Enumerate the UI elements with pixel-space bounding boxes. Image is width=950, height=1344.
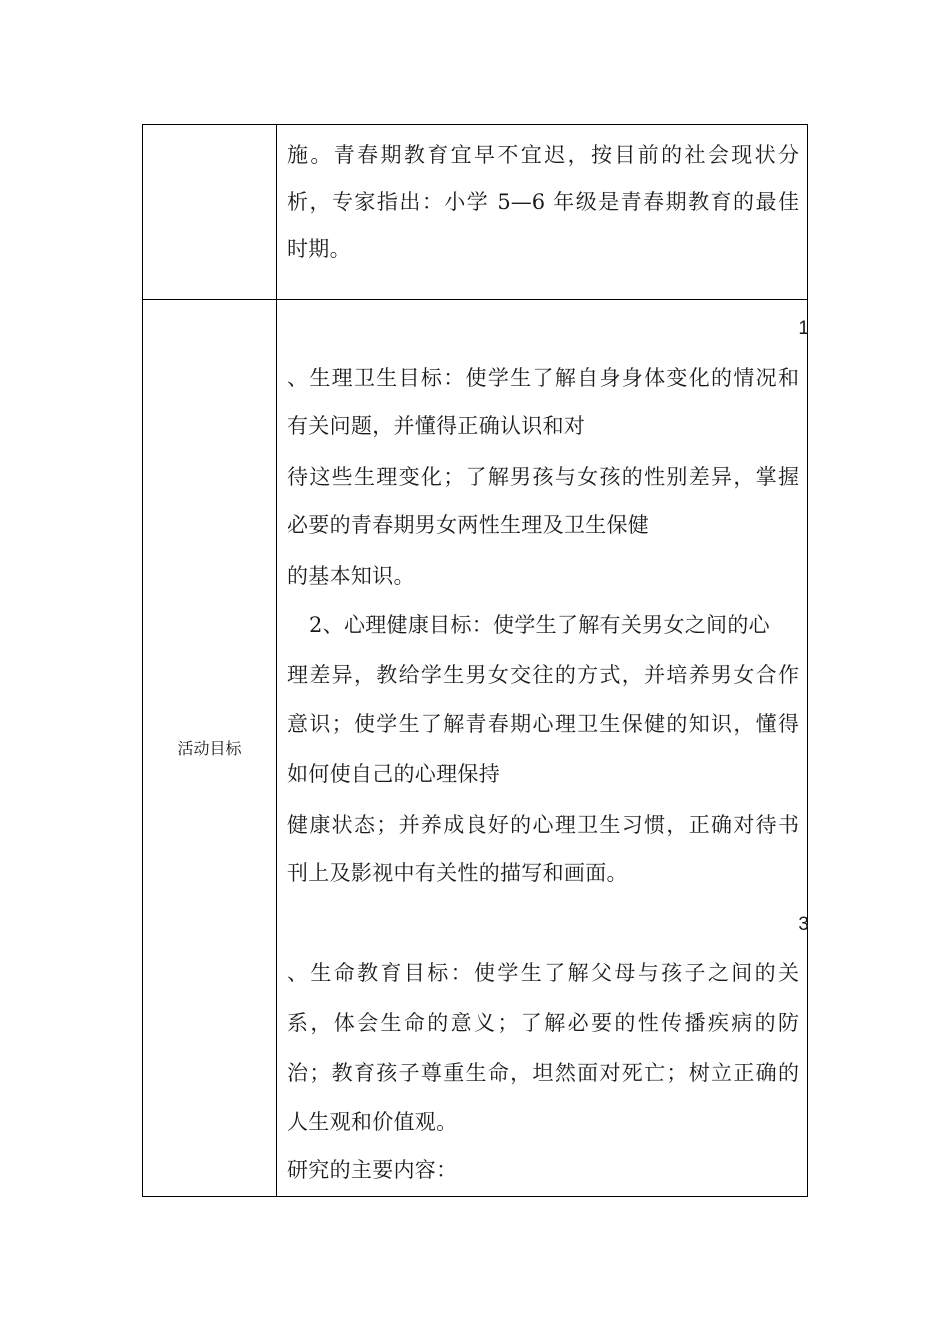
goal-text-line: 的基本知识。 bbox=[287, 564, 415, 588]
goal-text-line: 、生理卫生目标：使学生了解自身身体变化的情况和 bbox=[287, 366, 799, 390]
goal-text-line: 理差异，教给学生男女交往的方式，并培养男女合作 bbox=[287, 663, 799, 687]
goal-text-line: 待这些生理变化；了解男孩与女孩的性别差异，掌握 bbox=[287, 465, 799, 489]
column-divider bbox=[276, 125, 277, 1196]
list-number-3: 3 bbox=[798, 914, 809, 935]
goal-text-line: 必要的青春期男女两性生理及卫生保健 bbox=[287, 513, 650, 537]
goal-text-line: 治；教育孩子尊重生命，坦然面对死亡；树立正确的 bbox=[287, 1061, 799, 1085]
row1-text-line: 施。青春期教育宜早不宜迟，按目前的社会现状分 bbox=[287, 143, 799, 167]
row1-text-line: 时期。 bbox=[287, 237, 351, 261]
goal-text-line: 系，体会生命的意义；了解必要的性传播疾病的防 bbox=[287, 1011, 799, 1035]
list-number-1: 1 bbox=[798, 318, 809, 339]
goal-text-line: 如何使自己的心理保持 bbox=[287, 762, 500, 786]
activity-goals-label: 活动目标 bbox=[177, 739, 242, 758]
goal-text-line: 有关问题，并懂得正确认识和对 bbox=[287, 414, 586, 438]
goal-text-line: 研究的主要内容： bbox=[287, 1158, 458, 1182]
goal-text-line: 2、心理健康目标：使学生了解有关男女之间的心 bbox=[309, 613, 770, 637]
row1-text-line: 析，专家指出：小学 5—6 年级是青春期教育的最佳 bbox=[287, 190, 799, 214]
goal-text-line: 健康状态；并养成良好的心理卫生习惯，正确对待书 bbox=[287, 813, 799, 837]
goal-text-line: 意识；使学生了解青春期心理卫生保健的知识，懂得 bbox=[287, 712, 799, 736]
row-divider bbox=[143, 299, 807, 300]
goal-text-line: 刊上及影视中有关性的描写和画面。 bbox=[287, 861, 628, 885]
goal-text-line: 、生命教育目标：使学生了解父母与孩子之间的关 bbox=[287, 961, 799, 985]
goal-text-line: 人生观和价值观。 bbox=[287, 1110, 458, 1134]
document-table bbox=[142, 124, 808, 1197]
